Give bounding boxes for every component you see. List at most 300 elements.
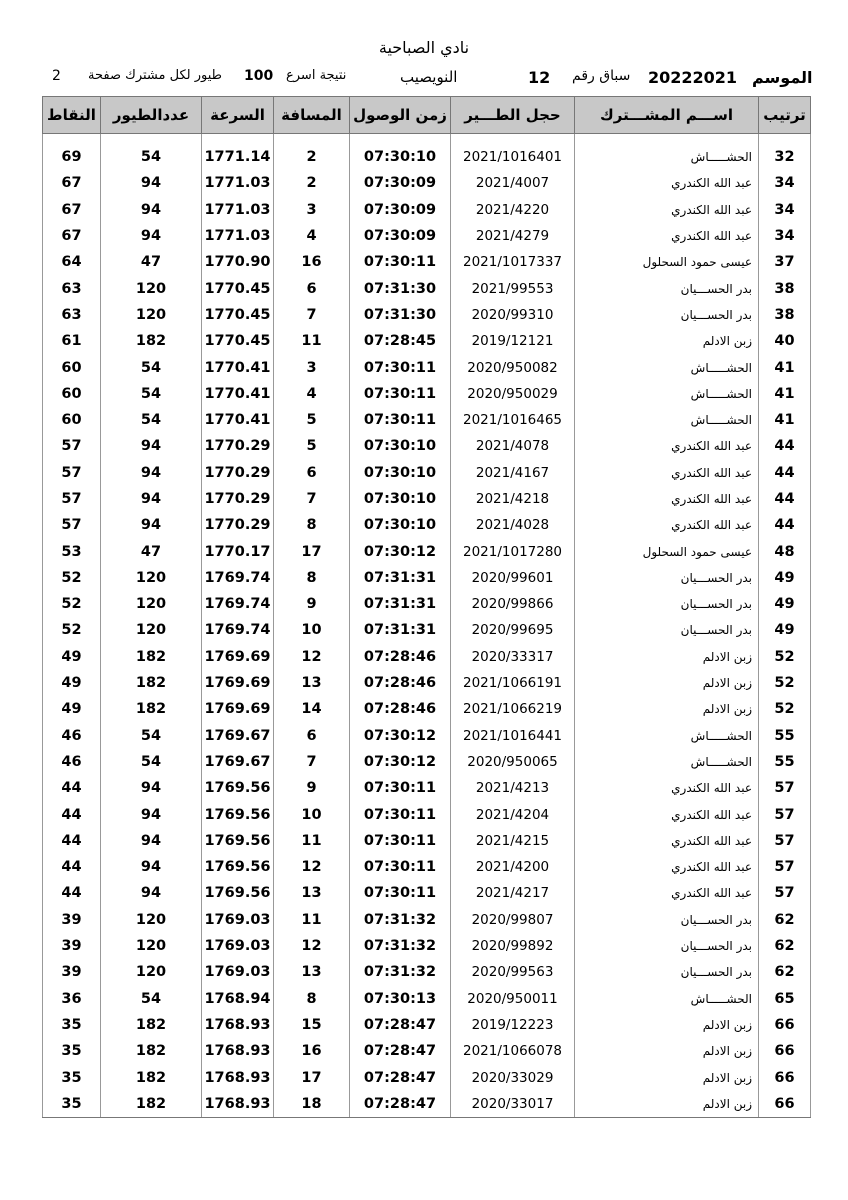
cell-points: 57 bbox=[43, 433, 101, 459]
table-row bbox=[43, 354, 811, 380]
cell-member: عبد الله الكندري bbox=[575, 801, 759, 827]
cell-bird-count: 182 bbox=[101, 644, 202, 670]
cell-speed: 1771.03 bbox=[202, 223, 274, 249]
cell-ring: 2021/4217 bbox=[451, 880, 575, 906]
cell-distance: 11 bbox=[274, 907, 350, 933]
cell-distance: 2 bbox=[274, 170, 350, 196]
cell-rank: 62 bbox=[759, 959, 811, 985]
cell-bird-count: 94 bbox=[101, 197, 202, 223]
cell-bird-count: 54 bbox=[101, 354, 202, 380]
cell-speed: 1770.29 bbox=[202, 433, 274, 459]
cell-ring: 2021/4078 bbox=[451, 433, 575, 459]
cell-arrival: 07:30:11 bbox=[350, 801, 451, 827]
table-row bbox=[43, 775, 811, 801]
cell-points: 39 bbox=[43, 933, 101, 959]
cell-distance: 10 bbox=[274, 617, 350, 643]
cell-distance: 7 bbox=[274, 749, 350, 775]
cell-points: 53 bbox=[43, 538, 101, 564]
cell-arrival: 07:30:11 bbox=[350, 249, 451, 275]
cell-speed: 1769.56 bbox=[202, 854, 274, 880]
table-row bbox=[43, 644, 811, 670]
season-value: 20222021 bbox=[648, 68, 738, 87]
cell-ring: 2021/4007 bbox=[451, 170, 575, 196]
cell-distance: 14 bbox=[274, 696, 350, 722]
cell-member: زبن الادلم bbox=[575, 1064, 759, 1090]
cell-bird-count: 94 bbox=[101, 170, 202, 196]
cell-rank: 49 bbox=[759, 617, 811, 643]
col-distance: المسافة bbox=[274, 97, 350, 134]
birds-per-member-label: طيور لكل مشترك صفحة bbox=[88, 68, 222, 83]
cell-ring: 2019/12223 bbox=[451, 1012, 575, 1038]
cell-points: 35 bbox=[43, 1064, 101, 1090]
cell-points: 67 bbox=[43, 223, 101, 249]
col-speed: السرعة bbox=[202, 97, 274, 134]
cell-speed: 1770.90 bbox=[202, 249, 274, 275]
cell-points: 67 bbox=[43, 197, 101, 223]
cell-rank: 57 bbox=[759, 854, 811, 880]
cell-rank: 38 bbox=[759, 302, 811, 328]
cell-rank: 49 bbox=[759, 591, 811, 617]
cell-ring: 2020/99310 bbox=[451, 302, 575, 328]
cell-ring: 2021/4167 bbox=[451, 460, 575, 486]
cell-rank: 62 bbox=[759, 933, 811, 959]
cell-arrival: 07:30:11 bbox=[350, 381, 451, 407]
cell-member: عبد الله الكندري bbox=[575, 486, 759, 512]
cell-member: عبد الله الكندري bbox=[575, 828, 759, 854]
table-row bbox=[43, 407, 811, 433]
cell-speed: 1768.94 bbox=[202, 986, 274, 1012]
cell-points: 44 bbox=[43, 854, 101, 880]
cell-bird-count: 54 bbox=[101, 749, 202, 775]
cell-member: الحشـــــاش bbox=[575, 381, 759, 407]
cell-member: زبن الادلم bbox=[575, 1038, 759, 1064]
cell-distance: 17 bbox=[274, 1064, 350, 1090]
cell-ring: 2019/12121 bbox=[451, 328, 575, 354]
cell-member: بدر الحســـيان bbox=[575, 959, 759, 985]
cell-rank: 48 bbox=[759, 538, 811, 564]
cell-member: بدر الحســـيان bbox=[575, 302, 759, 328]
cell-ring: 2021/1017280 bbox=[451, 538, 575, 564]
cell-rank: 52 bbox=[759, 670, 811, 696]
cell-arrival: 07:30:10 bbox=[350, 460, 451, 486]
cell-distance: 9 bbox=[274, 591, 350, 617]
cell-rank: 44 bbox=[759, 433, 811, 459]
table-row bbox=[43, 328, 811, 354]
cell-ring: 2020/99563 bbox=[451, 959, 575, 985]
cell-rank: 57 bbox=[759, 775, 811, 801]
cell-arrival: 07:30:10 bbox=[350, 512, 451, 538]
cell-bird-count: 120 bbox=[101, 565, 202, 591]
cell-arrival: 07:31:30 bbox=[350, 275, 451, 301]
cell-distance: 9 bbox=[274, 775, 350, 801]
cell-member: الحشـــــاش bbox=[575, 986, 759, 1012]
table-row bbox=[43, 933, 811, 959]
cell-points: 44 bbox=[43, 801, 101, 827]
cell-ring: 2020/99892 bbox=[451, 933, 575, 959]
cell-bird-count: 94 bbox=[101, 223, 202, 249]
cell-points: 60 bbox=[43, 354, 101, 380]
cell-arrival: 07:28:46 bbox=[350, 644, 451, 670]
cell-speed: 1770.41 bbox=[202, 354, 274, 380]
table-row bbox=[43, 223, 811, 249]
cell-rank: 40 bbox=[759, 328, 811, 354]
cell-ring: 2021/1066078 bbox=[451, 1038, 575, 1064]
cell-speed: 1769.03 bbox=[202, 959, 274, 985]
cell-arrival: 07:30:12 bbox=[350, 538, 451, 564]
cell-member: عبد الله الكندري bbox=[575, 433, 759, 459]
cell-rank: 41 bbox=[759, 407, 811, 433]
cell-ring: 2020/99866 bbox=[451, 591, 575, 617]
cell-bird-count: 94 bbox=[101, 486, 202, 512]
cell-points: 57 bbox=[43, 512, 101, 538]
cell-bird-count: 94 bbox=[101, 828, 202, 854]
cell-bird-count: 54 bbox=[101, 144, 202, 170]
cell-member: عبد الله الكندري bbox=[575, 197, 759, 223]
cell-rank: 49 bbox=[759, 565, 811, 591]
cell-speed: 1770.45 bbox=[202, 302, 274, 328]
cell-distance: 2 bbox=[274, 144, 350, 170]
cell-ring: 2020/950011 bbox=[451, 986, 575, 1012]
table-row bbox=[43, 1012, 811, 1038]
cell-arrival: 07:30:13 bbox=[350, 986, 451, 1012]
cell-speed: 1769.74 bbox=[202, 565, 274, 591]
cell-bird-count: 182 bbox=[101, 670, 202, 696]
cell-arrival: 07:30:11 bbox=[350, 775, 451, 801]
table-row bbox=[43, 801, 811, 827]
cell-speed: 1769.67 bbox=[202, 723, 274, 749]
cell-rank: 34 bbox=[759, 197, 811, 223]
cell-arrival: 07:31:31 bbox=[350, 617, 451, 643]
race-location: النويصيب bbox=[400, 68, 458, 86]
cell-speed: 1770.45 bbox=[202, 275, 274, 301]
cell-ring: 2021/1016441 bbox=[451, 723, 575, 749]
cell-member: بدر الحســـيان bbox=[575, 591, 759, 617]
cell-speed: 1769.03 bbox=[202, 933, 274, 959]
cell-speed: 1770.41 bbox=[202, 407, 274, 433]
cell-distance: 17 bbox=[274, 538, 350, 564]
cell-ring: 2021/4279 bbox=[451, 223, 575, 249]
cell-speed: 1769.67 bbox=[202, 749, 274, 775]
cell-distance: 16 bbox=[274, 1038, 350, 1064]
cell-arrival: 07:30:10 bbox=[350, 486, 451, 512]
table-row bbox=[43, 828, 811, 854]
cell-distance: 11 bbox=[274, 328, 350, 354]
table-row bbox=[43, 1091, 811, 1118]
cell-bird-count: 94 bbox=[101, 880, 202, 906]
race-number: 12 bbox=[528, 68, 551, 87]
col-arrival: زمن الوصول bbox=[350, 97, 451, 134]
cell-points: 49 bbox=[43, 670, 101, 696]
cell-member: زبن الادلم bbox=[575, 1012, 759, 1038]
cell-bird-count: 94 bbox=[101, 512, 202, 538]
cell-distance: 13 bbox=[274, 959, 350, 985]
cell-arrival: 07:30:12 bbox=[350, 723, 451, 749]
cell-rank: 32 bbox=[759, 144, 811, 170]
cell-speed: 1771.14 bbox=[202, 144, 274, 170]
cell-member: عبد الله الكندري bbox=[575, 460, 759, 486]
cell-distance: 8 bbox=[274, 512, 350, 538]
cell-rank: 57 bbox=[759, 880, 811, 906]
cell-bird-count: 120 bbox=[101, 302, 202, 328]
top-count: 100 bbox=[244, 68, 274, 84]
cell-distance: 16 bbox=[274, 249, 350, 275]
cell-ring: 2021/1066219 bbox=[451, 696, 575, 722]
cell-points: 57 bbox=[43, 486, 101, 512]
cell-distance: 12 bbox=[274, 933, 350, 959]
cell-points: 35 bbox=[43, 1012, 101, 1038]
cell-member: بدر الحســـيان bbox=[575, 933, 759, 959]
cell-arrival: 07:28:47 bbox=[350, 1038, 451, 1064]
cell-speed: 1768.93 bbox=[202, 1012, 274, 1038]
cell-rank: 57 bbox=[759, 801, 811, 827]
table-row bbox=[43, 460, 811, 486]
cell-points: 44 bbox=[43, 828, 101, 854]
cell-ring: 2021/1016465 bbox=[451, 407, 575, 433]
cell-rank: 55 bbox=[759, 723, 811, 749]
col-bird-count: عددالطيور bbox=[101, 97, 202, 134]
cell-bird-count: 182 bbox=[101, 1012, 202, 1038]
cell-distance: 13 bbox=[274, 670, 350, 696]
cell-bird-count: 120 bbox=[101, 933, 202, 959]
table-row bbox=[43, 170, 811, 196]
table-row bbox=[43, 1038, 811, 1064]
cell-speed: 1769.56 bbox=[202, 828, 274, 854]
cell-bird-count: 94 bbox=[101, 775, 202, 801]
table-row bbox=[43, 486, 811, 512]
cell-speed: 1769.56 bbox=[202, 775, 274, 801]
cell-points: 52 bbox=[43, 565, 101, 591]
cell-arrival: 07:30:12 bbox=[350, 749, 451, 775]
cell-arrival: 07:31:30 bbox=[350, 302, 451, 328]
cell-points: 67 bbox=[43, 170, 101, 196]
table-row bbox=[43, 512, 811, 538]
cell-ring: 2021/1066191 bbox=[451, 670, 575, 696]
table-row bbox=[43, 433, 811, 459]
cell-bird-count: 94 bbox=[101, 433, 202, 459]
cell-speed: 1771.03 bbox=[202, 197, 274, 223]
cell-bird-count: 94 bbox=[101, 460, 202, 486]
cell-member: بدر الحســـيان bbox=[575, 617, 759, 643]
cell-distance: 12 bbox=[274, 854, 350, 880]
cell-member: زبن الادلم bbox=[575, 644, 759, 670]
cell-member: عبد الله الكندري bbox=[575, 880, 759, 906]
cell-member: الحشـــــاش bbox=[575, 723, 759, 749]
cell-member: بدر الحســـيان bbox=[575, 275, 759, 301]
cell-member: الحشـــــاش bbox=[575, 749, 759, 775]
cell-arrival: 07:31:32 bbox=[350, 933, 451, 959]
cell-distance: 13 bbox=[274, 880, 350, 906]
cell-points: 69 bbox=[43, 144, 101, 170]
cell-ring: 2021/1017337 bbox=[451, 249, 575, 275]
cell-rank: 44 bbox=[759, 460, 811, 486]
cell-points: 52 bbox=[43, 617, 101, 643]
results-table bbox=[42, 96, 811, 1118]
cell-points: 39 bbox=[43, 907, 101, 933]
cell-points: 61 bbox=[43, 328, 101, 354]
cell-arrival: 07:28:45 bbox=[350, 328, 451, 354]
cell-arrival: 07:31:32 bbox=[350, 959, 451, 985]
cell-bird-count: 47 bbox=[101, 249, 202, 275]
cell-ring: 2021/4213 bbox=[451, 775, 575, 801]
cell-rank: 66 bbox=[759, 1091, 811, 1118]
cell-distance: 10 bbox=[274, 801, 350, 827]
table-row bbox=[43, 275, 811, 301]
table-row bbox=[43, 723, 811, 749]
cell-arrival: 07:31:32 bbox=[350, 907, 451, 933]
cell-points: 46 bbox=[43, 723, 101, 749]
cell-distance: 4 bbox=[274, 223, 350, 249]
cell-member: زبن الادلم bbox=[575, 1091, 759, 1118]
cell-points: 44 bbox=[43, 775, 101, 801]
cell-bird-count: 182 bbox=[101, 1091, 202, 1118]
race-label: سباق رقم bbox=[572, 68, 631, 84]
cell-arrival: 07:28:47 bbox=[350, 1091, 451, 1118]
table-row bbox=[43, 381, 811, 407]
cell-arrival: 07:30:10 bbox=[350, 144, 451, 170]
table-row bbox=[43, 538, 811, 564]
cell-points: 49 bbox=[43, 644, 101, 670]
cell-member: عبد الله الكندري bbox=[575, 854, 759, 880]
cell-ring: 2020/99807 bbox=[451, 907, 575, 933]
cell-ring: 2021/99553 bbox=[451, 275, 575, 301]
cell-member: الحشـــــاش bbox=[575, 354, 759, 380]
cell-bird-count: 54 bbox=[101, 986, 202, 1012]
cell-arrival: 07:28:47 bbox=[350, 1012, 451, 1038]
cell-points: 46 bbox=[43, 749, 101, 775]
cell-ring: 2020/950029 bbox=[451, 381, 575, 407]
cell-bird-count: 54 bbox=[101, 407, 202, 433]
cell-speed: 1768.93 bbox=[202, 1091, 274, 1118]
cell-rank: 66 bbox=[759, 1012, 811, 1038]
cell-ring: 2021/4204 bbox=[451, 801, 575, 827]
cell-speed: 1769.56 bbox=[202, 801, 274, 827]
cell-speed: 1769.74 bbox=[202, 591, 274, 617]
cell-bird-count: 120 bbox=[101, 907, 202, 933]
cell-arrival: 07:28:46 bbox=[350, 696, 451, 722]
cell-bird-count: 54 bbox=[101, 381, 202, 407]
cell-member: زبن الادلم bbox=[575, 328, 759, 354]
cell-points: 57 bbox=[43, 460, 101, 486]
cell-speed: 1769.69 bbox=[202, 644, 274, 670]
cell-ring: 2021/4215 bbox=[451, 828, 575, 854]
cell-arrival: 07:30:11 bbox=[350, 854, 451, 880]
table-row bbox=[43, 617, 811, 643]
cell-points: 60 bbox=[43, 381, 101, 407]
cell-points: 52 bbox=[43, 591, 101, 617]
result-label: نتيجة اسرع bbox=[286, 68, 347, 83]
cell-points: 60 bbox=[43, 407, 101, 433]
cell-bird-count: 182 bbox=[101, 1064, 202, 1090]
cell-rank: 41 bbox=[759, 381, 811, 407]
cell-member: زبن الادلم bbox=[575, 696, 759, 722]
cell-points: 64 bbox=[43, 249, 101, 275]
cell-rank: 52 bbox=[759, 696, 811, 722]
cell-ring: 2020/950065 bbox=[451, 749, 575, 775]
cell-points: 36 bbox=[43, 986, 101, 1012]
cell-arrival: 07:30:11 bbox=[350, 880, 451, 906]
table-row bbox=[43, 749, 811, 775]
cell-points: 39 bbox=[43, 959, 101, 985]
table-row bbox=[43, 670, 811, 696]
cell-bird-count: 182 bbox=[101, 696, 202, 722]
cell-points: 35 bbox=[43, 1091, 101, 1118]
cell-arrival: 07:31:31 bbox=[350, 565, 451, 591]
table-row bbox=[43, 854, 811, 880]
club-title: نادي الصباحية bbox=[378, 38, 470, 57]
table-header-row bbox=[43, 97, 811, 134]
cell-bird-count: 120 bbox=[101, 591, 202, 617]
cell-distance: 5 bbox=[274, 407, 350, 433]
cell-rank: 38 bbox=[759, 275, 811, 301]
cell-points: 44 bbox=[43, 880, 101, 906]
cell-member: الحشـــــاش bbox=[575, 407, 759, 433]
cell-member: عيسى حمود السحلول bbox=[575, 249, 759, 275]
cell-rank: 52 bbox=[759, 644, 811, 670]
col-member: اســـم المشـــترك bbox=[575, 97, 759, 134]
cell-speed: 1769.69 bbox=[202, 696, 274, 722]
cell-distance: 8 bbox=[274, 986, 350, 1012]
header-spacer-row bbox=[43, 134, 811, 145]
cell-bird-count: 54 bbox=[101, 723, 202, 749]
cell-speed: 1770.29 bbox=[202, 512, 274, 538]
cell-arrival: 07:30:11 bbox=[350, 354, 451, 380]
cell-speed: 1770.29 bbox=[202, 460, 274, 486]
cell-speed: 1769.56 bbox=[202, 880, 274, 906]
cell-member: بدر الحســـيان bbox=[575, 907, 759, 933]
cell-distance: 8 bbox=[274, 565, 350, 591]
col-points: النقاط bbox=[43, 97, 101, 134]
cell-speed: 1770.17 bbox=[202, 538, 274, 564]
cell-ring: 2021/4028 bbox=[451, 512, 575, 538]
cell-rank: 65 bbox=[759, 986, 811, 1012]
cell-points: 35 bbox=[43, 1038, 101, 1064]
cell-speed: 1769.03 bbox=[202, 907, 274, 933]
cell-rank: 57 bbox=[759, 828, 811, 854]
table-row bbox=[43, 959, 811, 985]
cell-rank: 62 bbox=[759, 907, 811, 933]
cell-ring: 2021/4218 bbox=[451, 486, 575, 512]
cell-speed: 1768.93 bbox=[202, 1038, 274, 1064]
cell-speed: 1768.93 bbox=[202, 1064, 274, 1090]
cell-member: بدر الحســـيان bbox=[575, 565, 759, 591]
cell-rank: 66 bbox=[759, 1038, 811, 1064]
table-row bbox=[43, 197, 811, 223]
cell-distance: 3 bbox=[274, 197, 350, 223]
cell-ring: 2021/4200 bbox=[451, 854, 575, 880]
table-row bbox=[43, 986, 811, 1012]
table-row bbox=[43, 249, 811, 275]
cell-ring: 2020/33317 bbox=[451, 644, 575, 670]
cell-ring: 2020/99695 bbox=[451, 617, 575, 643]
page-number: 2 bbox=[52, 68, 61, 84]
cell-rank: 66 bbox=[759, 1064, 811, 1090]
cell-arrival: 07:30:10 bbox=[350, 433, 451, 459]
cell-rank: 34 bbox=[759, 170, 811, 196]
cell-distance: 7 bbox=[274, 302, 350, 328]
table-row bbox=[43, 565, 811, 591]
cell-member: عيسى حمود السحلول bbox=[575, 538, 759, 564]
cell-points: 63 bbox=[43, 302, 101, 328]
cell-distance: 11 bbox=[274, 828, 350, 854]
cell-speed: 1770.29 bbox=[202, 486, 274, 512]
cell-rank: 37 bbox=[759, 249, 811, 275]
table-row bbox=[43, 591, 811, 617]
cell-arrival: 07:30:11 bbox=[350, 828, 451, 854]
cell-distance: 6 bbox=[274, 723, 350, 749]
cell-ring: 2020/33017 bbox=[451, 1091, 575, 1118]
cell-rank: 34 bbox=[759, 223, 811, 249]
cell-arrival: 07:30:11 bbox=[350, 407, 451, 433]
